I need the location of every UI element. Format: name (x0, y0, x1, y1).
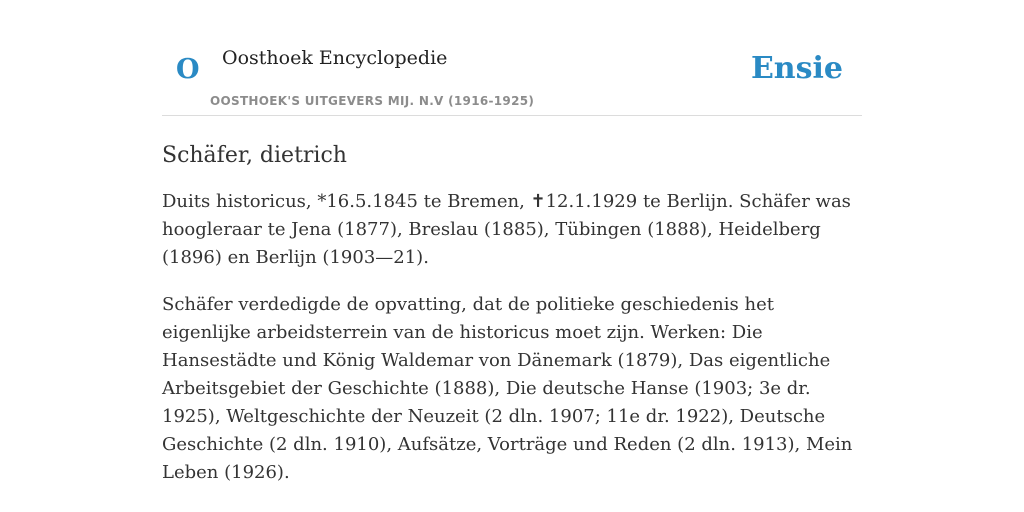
entry-title: Schäfer, dietrich (162, 143, 347, 168)
ensie-home-link[interactable]: Ensie (750, 51, 843, 86)
entry-paragraph: Duits historicus, *16.5.1845 te Bremen, ✝12.1.1929 te Berlijn. Schäfer was hoogleraar te Jena (1877), Breslau (1885), Tübingen (1888), Heidelberg (1896) en Berlijn (1903—21). (162, 191, 851, 268)
header (162, 44, 862, 116)
page (162, 0, 862, 487)
encyclopedia-title[interactable]: Oosthoek Encyclopedie (222, 47, 448, 69)
entry-paragraph: Schäfer verdedigde de opvatting, dat de politieke geschiedenis het eigenlijke arbeidsterrein van de historicus moet zijn. Werken: Die Hansestädte und König Waldemar von Dänemark (1879), Das eigentliche Arbeitsgebiet der Geschichte (1888), Die deutsche Hanse (1903; 3e dr. 1925), Weltgeschichte der Neuzeit (2 dln. 1907; 11e dr. 1922), Deutsche Geschichte (2 dln. 1910), Aufsätze, Vorträge und Reden (2 dln. 1913), Mein Leben (1926). (162, 294, 853, 483)
encyclopedia-logo[interactable]: O (176, 54, 200, 85)
publisher-subtitle: OOSTHOEK'S UITGEVERS MIJ. N.V (1916-1925) (210, 94, 535, 108)
